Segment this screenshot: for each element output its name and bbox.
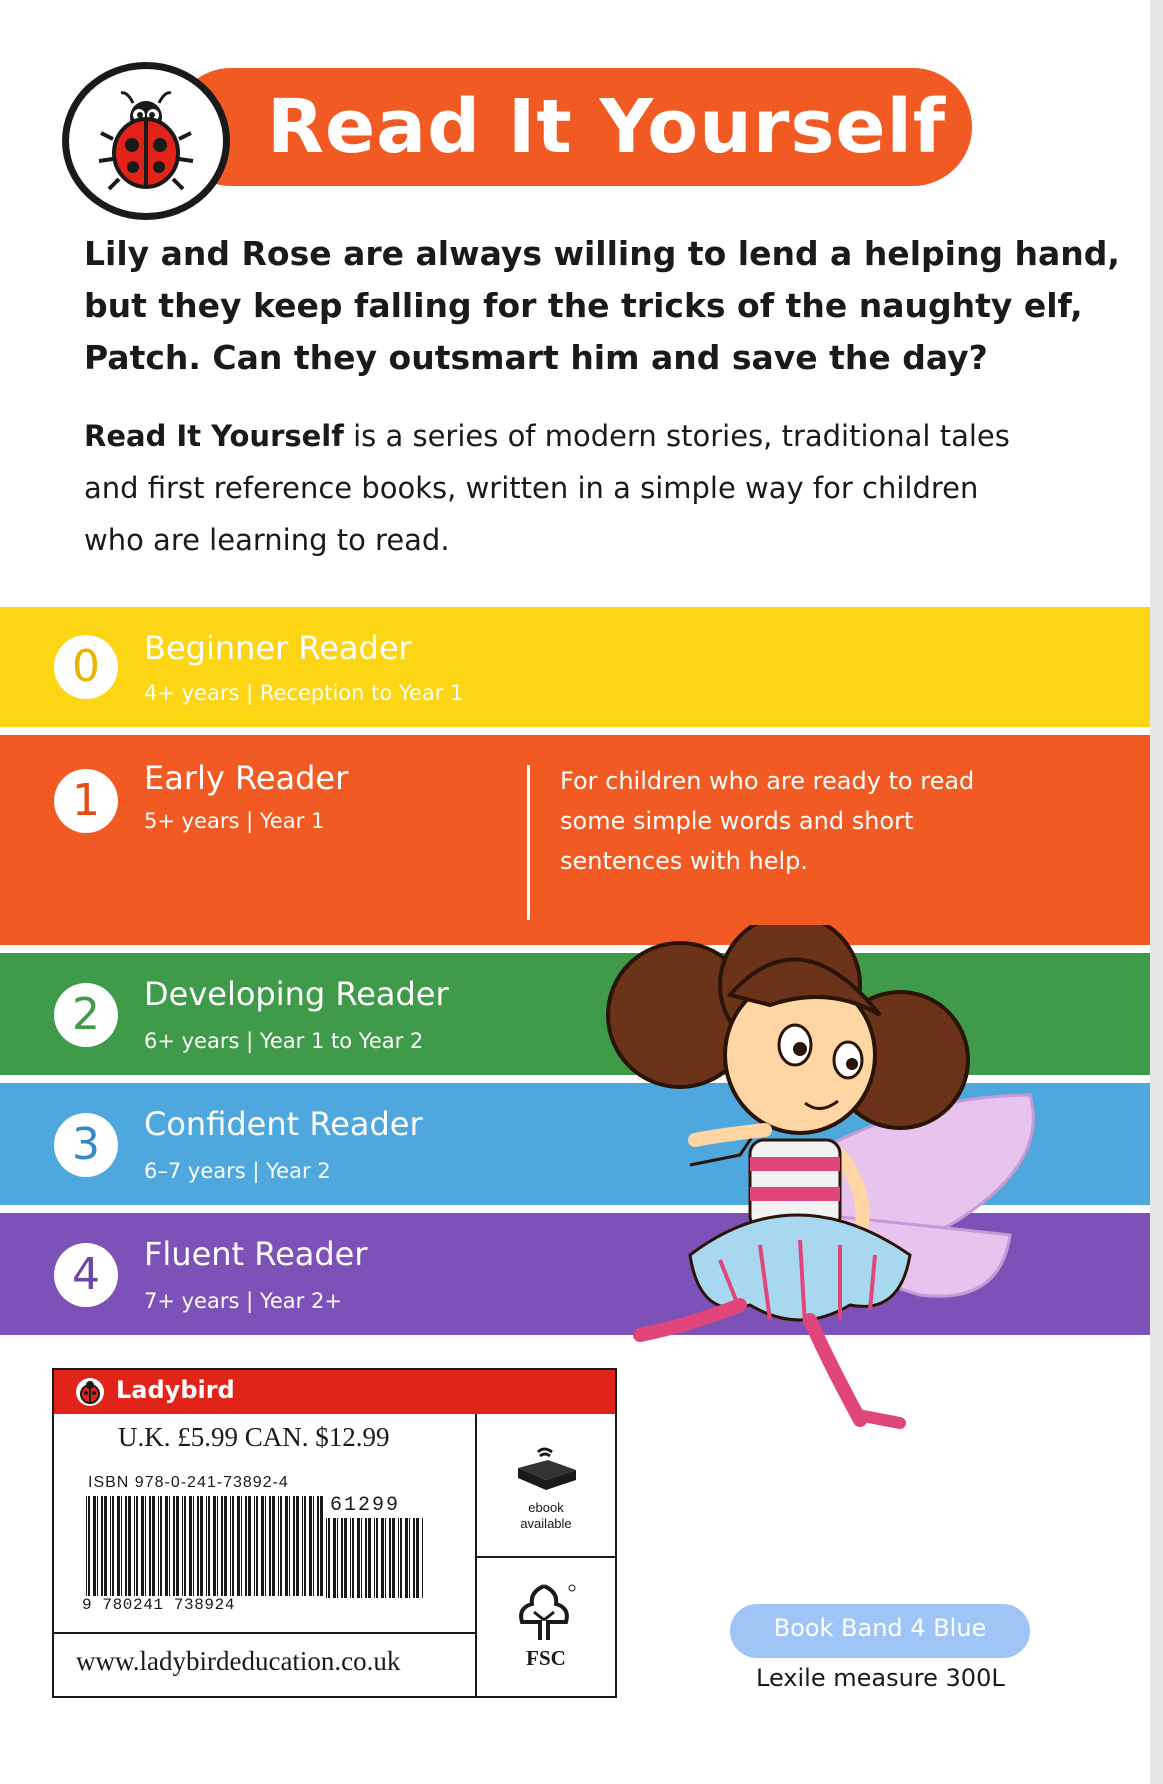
barcode-bar <box>389 1518 391 1598</box>
barcode-bar <box>256 1496 258 1596</box>
barcode-bar <box>381 1518 384 1598</box>
barcode-bar <box>278 1496 279 1596</box>
barcode-bar <box>302 1496 303 1596</box>
addon-barcode <box>326 1518 426 1598</box>
level-name: Early Reader <box>144 759 349 797</box>
level-age: 6+ years | Year 1 to Year 2 <box>144 1029 424 1053</box>
fairy-illustration <box>600 925 1040 1445</box>
website-url: www.ladybirdeducation.co.uk <box>76 1646 401 1676</box>
barcode-bar <box>237 1496 240 1596</box>
barcode-bar <box>361 1518 362 1598</box>
barcode-bar <box>422 1518 423 1598</box>
barcode-bar <box>313 1496 314 1596</box>
barcode-bar <box>350 1518 351 1598</box>
barcode-bar <box>409 1518 410 1598</box>
barcode-bar <box>326 1518 327 1598</box>
barcode-bar <box>309 1496 312 1596</box>
barcode-bar <box>344 1518 347 1598</box>
level-description <box>560 761 1040 881</box>
barcode-bar <box>365 1518 367 1598</box>
barcode-bar <box>241 1496 242 1596</box>
barcode-bar <box>110 1496 111 1596</box>
barcode-bar <box>385 1518 386 1598</box>
barcode-bar <box>333 1518 336 1598</box>
level-band-beginner <box>0 607 1163 727</box>
barcode-bar <box>337 1518 338 1598</box>
barcode-bar <box>117 1496 120 1596</box>
ebook-label-line: available <box>520 1516 572 1531</box>
level-number: 3 <box>54 1113 118 1177</box>
barcode-bar <box>320 1496 323 1596</box>
level-description-line: sentences with help. <box>560 847 809 875</box>
barcode-bar <box>145 1496 146 1596</box>
level-divider <box>527 765 530 920</box>
barcode-bar <box>97 1496 98 1596</box>
isbn: ISBN 978-0-241-73892-4 <box>88 1474 289 1491</box>
barcode-bar <box>296 1496 299 1596</box>
series-line-1-rest: is a series of modern stories, traditional tales <box>343 419 1010 453</box>
barcode-bar <box>261 1496 264 1596</box>
level-age: 6–7 years | Year 2 <box>144 1159 331 1183</box>
barcode-bar <box>416 1518 419 1598</box>
barcode-bar <box>374 1518 375 1598</box>
isbn-barcode <box>86 1496 326 1596</box>
barcode-bar <box>184 1496 186 1596</box>
lexile-measure: Lexile measure 300L <box>756 1664 1005 1692</box>
barcode-bar <box>328 1518 330 1598</box>
barcode-bar <box>217 1496 218 1596</box>
level-description-line: some simple words and short <box>560 807 914 835</box>
series-banner <box>62 62 982 202</box>
level-age: 4+ years | Reception to Year 1 <box>144 681 464 705</box>
ebook-label-line: ebook <box>528 1500 564 1515</box>
barcode-bar <box>376 1518 378 1598</box>
series-name: Read It Yourself <box>84 419 344 453</box>
barcode-bar <box>405 1518 408 1598</box>
level-age: 7+ years | Year 2+ <box>144 1289 342 1313</box>
barcode-bar <box>141 1496 144 1596</box>
barcode-bar <box>245 1496 247 1596</box>
series-line-3: who are learning to read. <box>84 523 450 557</box>
barcode-digits: 9 780241 738924 <box>82 1596 236 1614</box>
barcode-bar <box>357 1518 360 1598</box>
barcode-bar <box>352 1518 354 1598</box>
barcode-bar <box>93 1496 96 1596</box>
barcode-bar <box>88 1496 90 1596</box>
barcode-bar <box>285 1496 288 1596</box>
barcode-bar <box>392 1518 395 1598</box>
blurb-line: Patch. Can they outsmart him and save the day? <box>84 338 988 377</box>
fsc-tree-icon <box>510 1582 580 1644</box>
level-number: 0 <box>54 635 118 699</box>
barcode-bar <box>232 1496 234 1596</box>
divider <box>475 1414 477 1696</box>
blurb-line: Lily and Rose are always willing to lend a helping hand, <box>84 234 1120 273</box>
series-description <box>84 410 1064 566</box>
book-band-badge <box>730 1604 1030 1658</box>
barcode-bar <box>160 1496 162 1596</box>
level-age: 5+ years | Year 1 <box>144 809 325 833</box>
barcode-bar <box>121 1496 122 1596</box>
level-number: 4 <box>54 1243 118 1307</box>
series-line-2: and first reference books, written in a simple way for children <box>84 471 979 505</box>
price: U.K. £5.99 CAN. $12.99 <box>118 1422 390 1452</box>
series-title: Read It Yourself <box>267 84 947 170</box>
barcode-bar <box>152 1496 155 1596</box>
barcode-bar <box>398 1518 399 1598</box>
barcode-bar <box>104 1496 107 1596</box>
level-number: 1 <box>54 769 118 833</box>
level-name: Developing Reader <box>144 975 449 1013</box>
series-line-1 <box>84 410 1064 462</box>
barcode-bar <box>289 1496 290 1596</box>
barcode-bar <box>230 1496 231 1596</box>
level-name: Confident Reader <box>144 1105 423 1143</box>
level-number: 2 <box>54 983 118 1047</box>
barcode-bar <box>213 1496 216 1596</box>
book-spine-edge <box>1150 0 1163 1784</box>
barcode-bar <box>413 1518 415 1598</box>
barcode-bar <box>272 1496 275 1596</box>
barcode-bar <box>189 1496 192 1596</box>
barcode-bar <box>193 1496 194 1596</box>
ladybird-mini-icon <box>76 1378 104 1406</box>
book-blurb <box>84 228 1120 384</box>
blurb-line: but they keep falling for the tricks of the naughty elf, <box>84 286 1083 325</box>
barcode-bar <box>248 1496 251 1596</box>
level-name: Beginner Reader <box>144 629 412 667</box>
barcode-bar <box>269 1496 271 1596</box>
level-name: Fluent Reader <box>144 1235 368 1273</box>
barcode-bar <box>176 1496 179 1596</box>
barcode-bar <box>304 1496 306 1596</box>
ebook-icon <box>508 1446 582 1496</box>
barcode-bar <box>112 1496 114 1596</box>
barcode-bar <box>221 1496 223 1596</box>
fsc-label: FSC <box>526 1646 566 1670</box>
barcode-bar <box>206 1496 207 1596</box>
barcode-bar <box>173 1496 175 1596</box>
divider <box>475 1556 615 1558</box>
publisher-name: Ladybird <box>116 1376 235 1404</box>
barcode-bar <box>317 1496 319 1596</box>
barcode-bar <box>341 1518 343 1598</box>
barcode-bar <box>280 1496 282 1596</box>
barcode-bar <box>182 1496 183 1596</box>
barcode-box <box>52 1368 617 1698</box>
barcode-bar <box>224 1496 227 1596</box>
barcode-bar <box>134 1496 135 1596</box>
publisher-bar <box>54 1370 615 1414</box>
barcode-bar <box>265 1496 266 1596</box>
book-band-label: Book Band 4 Blue <box>773 1614 987 1642</box>
barcode-bar <box>293 1496 295 1596</box>
barcode-bar <box>208 1496 210 1596</box>
barcode-bar <box>165 1496 168 1596</box>
level-description-line: For children who are ready to read <box>560 767 975 795</box>
barcode-bar <box>254 1496 255 1596</box>
barcode-bar <box>197 1496 199 1596</box>
barcode-bar <box>86 1496 87 1596</box>
addon-number: 61299 <box>330 1494 401 1517</box>
ebook-label <box>478 1500 614 1532</box>
divider <box>54 1632 477 1634</box>
level-band-early <box>0 735 1163 945</box>
barcode-bar <box>128 1496 131 1596</box>
barcode-bar <box>158 1496 159 1596</box>
barcode-bar <box>200 1496 203 1596</box>
barcode-bar <box>125 1496 127 1596</box>
barcode-bar <box>149 1496 151 1596</box>
barcode-bar <box>136 1496 138 1596</box>
barcode-bar <box>169 1496 170 1596</box>
barcode-bar <box>368 1518 371 1598</box>
barcode-bar <box>101 1496 103 1596</box>
barcode-bar <box>400 1518 402 1598</box>
ladybird-logo-icon <box>62 62 230 220</box>
